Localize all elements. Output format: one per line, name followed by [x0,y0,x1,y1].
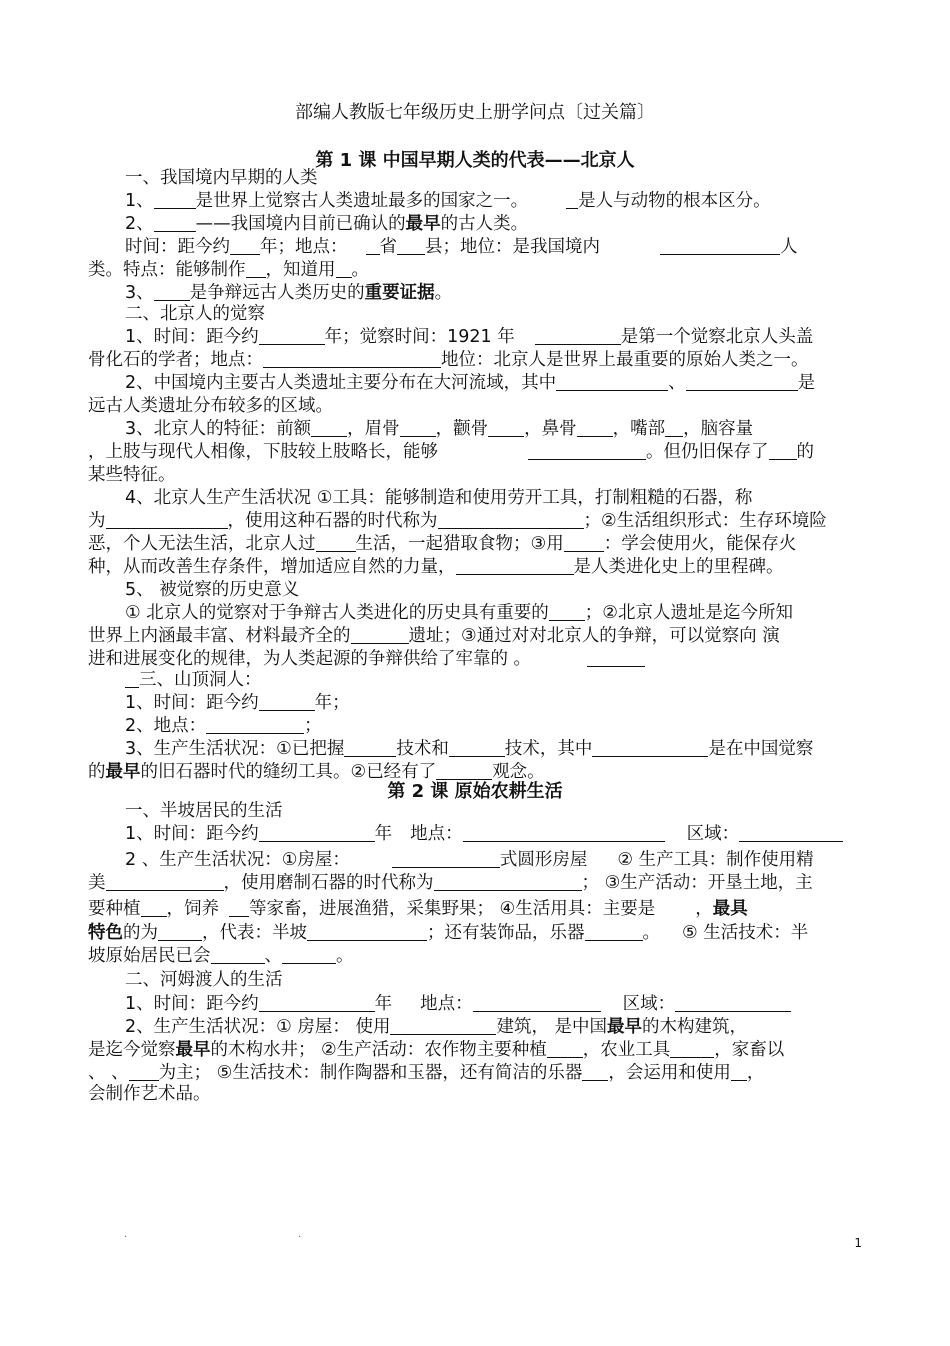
l1-line-12: 某些特征。 [88,465,176,485]
blank [449,738,505,757]
blank [246,259,266,278]
blank [535,326,621,345]
blank [141,898,167,917]
lesson1-title: 第 1 课 中国早期人类的代表——北京人 [315,150,635,171]
blank [547,1039,583,1058]
blank [344,738,396,757]
blank [259,692,315,711]
l1-section2-heading: 二、北京人的觉察 [125,304,265,324]
blank [316,533,356,552]
blank [582,1062,608,1081]
document-title: 部编人教版七年级历史上册学问点〔过关篇〕 [295,102,655,123]
l1-line-5: 3、 是争辩远古人类历史的重要证据。 [125,283,453,303]
blank [397,236,425,255]
l1-line-13: 4、北京人生产生活状况 ①工具：能够制造和使用劳开工具，打制粗糙的石器，称 [125,488,753,508]
blank [129,1062,159,1081]
blank [549,602,585,621]
blank [106,510,228,529]
blank [528,441,646,460]
l1-line-11: ，上肢与现代人相像，下肢较上肢略长，能够 。但仍旧保存了 的 [88,442,814,462]
l1-line-20: 进和进展变化的规律，为人类起源的争辩供给了牢靠的 。 [88,648,864,670]
page-number: 1 [854,1236,862,1250]
l2-line-3: 美 ，使用磨制石器的时代称为 ； ③生产活动：开垦土地，主 [88,873,813,893]
blank [259,993,375,1012]
l1-section3-heading: 三、山顶洞人： [125,669,864,691]
blank [106,872,224,891]
l1-line-9: 远古人类遗址分布较多的区域。 [88,396,333,416]
l1-line-17: 5、 被觉察的历史意义 [125,580,300,600]
blank [585,922,643,941]
l1-line-24: 的最早的旧石器时代的缝纫工具。②已经有了 观念。 [88,762,545,782]
blank [488,418,524,437]
blank [400,418,436,437]
l2-line-9: 是迄今觉察最早的木构水井； ②生产活动：农作物主要种植 ，农业工具 ，家畜以 [88,1040,785,1060]
blank [259,823,375,842]
l2-line-2: 2 、生产生活状况：①房屋： 式圆形房屋 ② 生产工具：制作使用精 [125,850,814,870]
blank [456,556,574,575]
blank [390,1016,496,1035]
blank [259,326,325,345]
blank [307,922,427,941]
l1-line-3: 时间：距今约 年；地点： 省 县；地位：是我国境内 人 [125,237,798,257]
l2-line-5: 特色的为 ，代表：半坡 ；还有装饰品，乐器 。 ⑤ 生活技术：半 [88,923,809,943]
blank [473,993,601,1012]
blank [686,372,798,391]
l1-line-4: 类。特点：能够制作 ，知道用 。 [88,260,369,280]
blank [670,1039,714,1058]
blank [564,533,604,552]
l1-line-1: 1、 是世界上觉察古人类遗址最多的国家之一。 是人与动物的根本区分。 [125,191,771,211]
l1-line-21: 1、时间：距今约 年； [125,693,350,713]
blank [336,259,352,278]
blank [229,898,249,917]
blank [587,648,645,667]
blank [592,738,708,757]
blank [660,236,780,255]
blank [434,872,582,891]
l1-line-19: 世界上内涵最丰富、材料最齐全的 遗址；③通过对对北京人的争辩，可以觉察向 演 [88,626,780,646]
blank [311,418,347,437]
blank [125,669,139,688]
blank [769,441,797,460]
decorative-dot: · [124,1232,128,1243]
blank [438,510,584,529]
blank [154,282,190,301]
l2-line-4: 要种植 ，饲养 等家畜，进展渔猎，采集野果； ④生活用具：主要是 ，最具 [88,899,748,919]
blank [392,849,500,868]
l1-line-16: 种，从而改善生存条件，增加适应自然的力量， 是人类进化史上的里程碑。 [88,557,784,577]
l1-section1-heading: 一、我国境内早期的人类 [125,168,318,188]
blank [739,823,843,842]
blank [566,190,578,209]
blank [366,236,380,255]
l1-line-7: 骨化石的学者；地点： 地位：北京人是世界上最重要的原始人类之一。 [88,350,809,370]
l1-line-23: 3、生产生活状况：①已把握 技术和 技术，其中 是在中国觉察 [125,739,814,759]
l1-line-6: 1、时间：距今约 年；觉察时间：1921 年 是第一个觉察北京人头盖 [125,327,814,347]
l2-line-10: 、 、 为主； ⑤生活技术：制作陶器和玉器，还有简洁的乐器 ，会运用和使用 ， [88,1063,765,1083]
blank [230,236,260,255]
l1-line-18: ① 北京人的觉察对于争辩古人类进化的历史具有重要的 ；②北京人遗址是迄今所知 [125,603,793,623]
blank [463,823,665,842]
l2-line-7: 1、时间：距今约 年 地点： 区域： [125,993,864,1015]
blank [211,945,265,964]
blank [675,993,791,1012]
decorative-dot: · [298,1232,302,1243]
blank [206,715,304,734]
blank [731,1062,747,1081]
blank [154,213,196,232]
blank [263,349,441,368]
blank [556,372,668,391]
l2-section1-heading: 一、半坡居民的生活 [125,801,283,821]
l1-line-10: 3、北京人的特征：前额 ，眉骨 ，颧骨 ，鼻骨 ，嘴部 ，脑容量 [125,419,754,439]
l1-line-2: 2、 ——我国境内目前已确认的最早的古人类。 [125,214,529,234]
l1-line-22: 2、地点： ； [125,716,322,736]
l2-line-1: 1、时间：距今约 年 地点： 区域： [125,823,864,845]
lesson2-title: 第 2 课 原始农耕生活 [387,781,563,802]
l1-line-14: 为 ，使用这种石器的时代称为 ；②生活组织形式：生存环境险 [88,511,827,531]
l1-line-8: 2、中国境内主要古人类遗址主要分布在大河流域，其中 、 是 [125,373,816,393]
blank [282,945,336,964]
l2-line-8: 2、生产生活状况：① 房屋： 使用 建筑， 是中国最早的木构建筑， [125,1017,748,1037]
blank [665,418,683,437]
l2-line-6: 坡原始居民已会 、 。 [88,946,354,966]
l2-line-11: 会制作艺术品。 [88,1084,211,1104]
blank [577,418,613,437]
blank [154,190,196,209]
l2-section2-heading: 二、河姆渡人的生活 [125,970,283,990]
l1-line-15: 恶，个人无法生活，北京人过 生活，一起猎取食物；③用 ：学会使用火，能保存火 [88,534,797,554]
blank [351,625,409,644]
blank [158,922,202,941]
